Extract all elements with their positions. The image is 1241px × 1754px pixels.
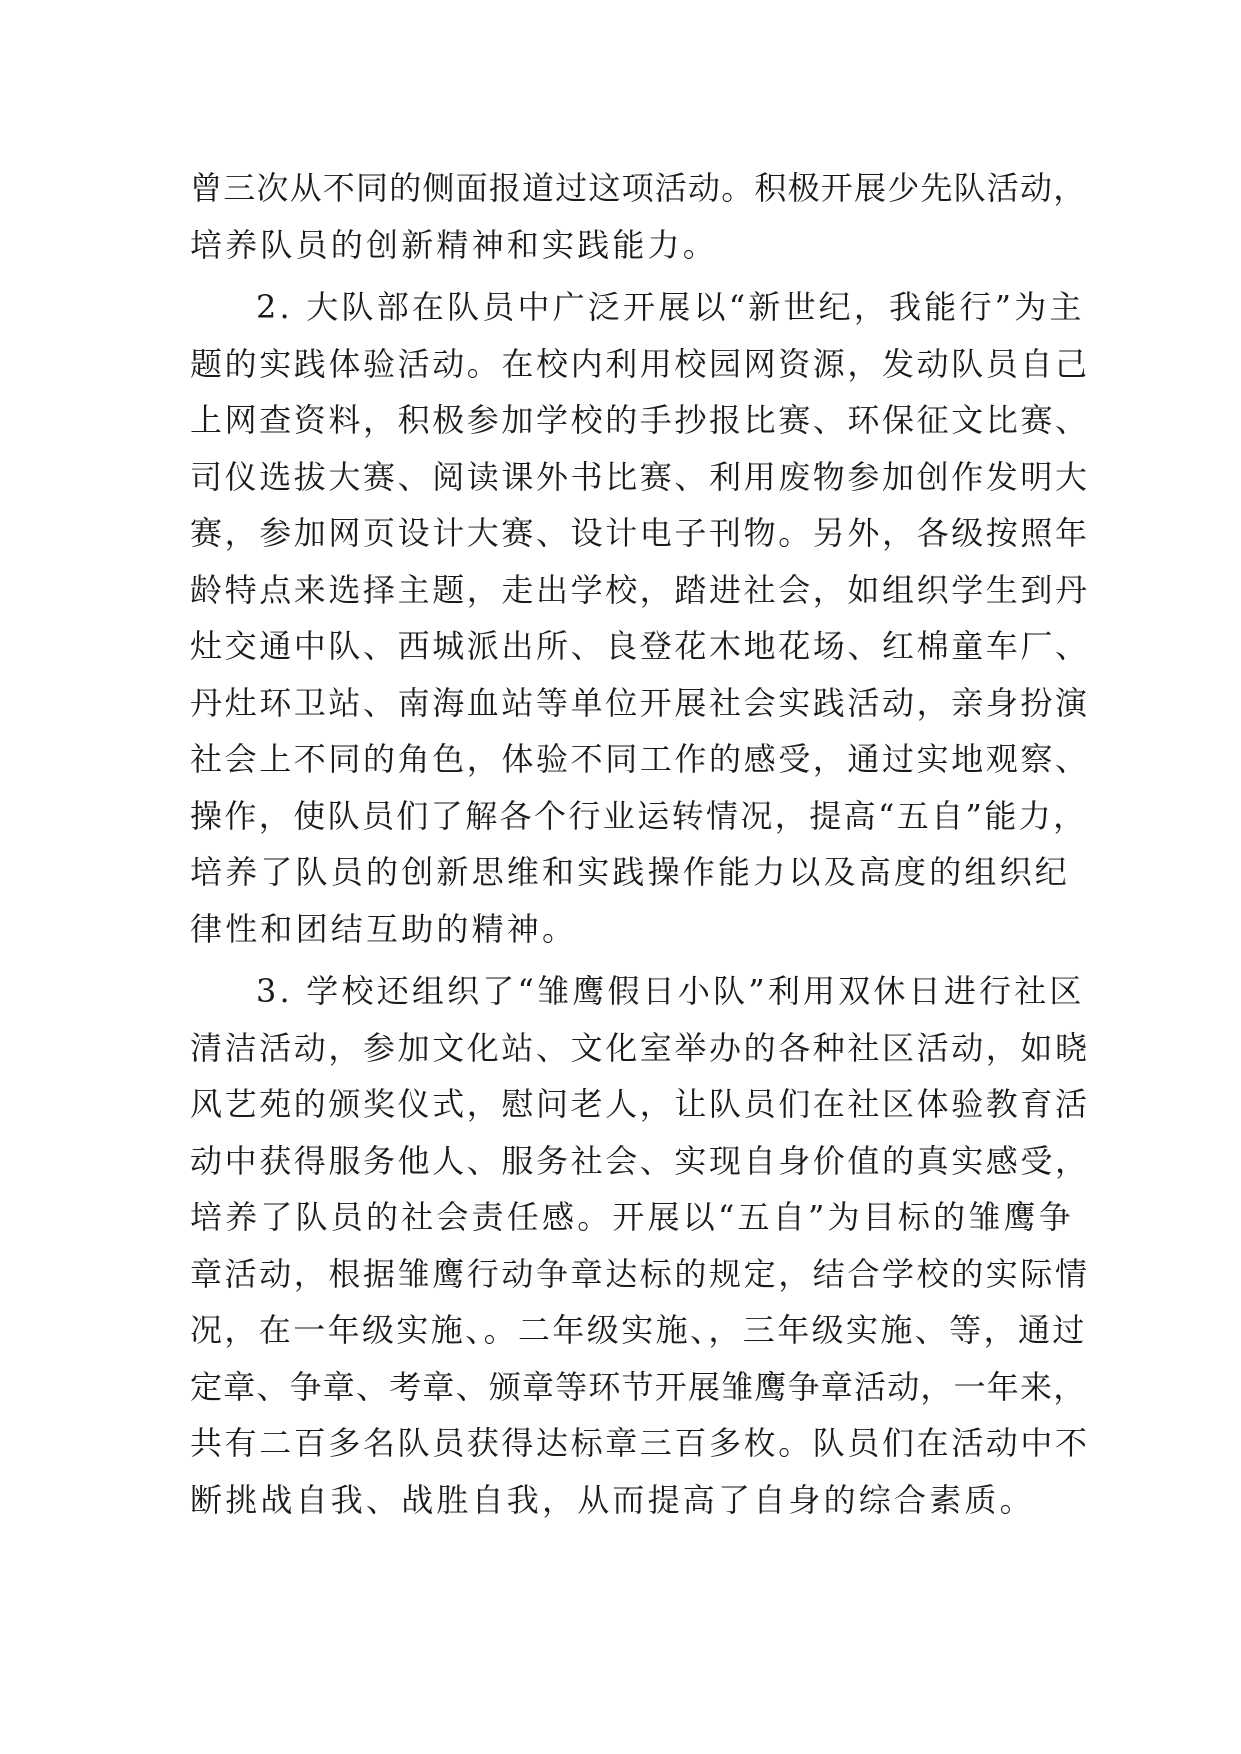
- text-line: 2. 大队部在队员中广泛开展以“新世纪，我能行”为主: [256, 288, 1085, 326]
- text-line: 培养了队员的创新思维和实践操作能力以及高度的组织纪: [190, 853, 1071, 891]
- text-line: 风艺苑的颁奖仪式，慰问老人，让队员们在社区体验教育活: [190, 1085, 1090, 1123]
- text-line: 司仪选拔大赛、阅读课外书比赛、利用废物参加创作发明大: [190, 457, 1090, 496]
- paragraph-2: [190, 279, 1090, 957]
- text-line: 培养了队员的社会责任感。开展以“五自”为目标的雏鹰争: [190, 1198, 1074, 1236]
- text-line: 操作，使队员们了解各个行业运转情况，提高“五自”能力，: [190, 796, 1088, 835]
- text-line: 律性和团结互助的精神。: [190, 909, 578, 948]
- text-line: 赛，参加网页设计大赛、设计电子刊物。另外，各级按照年: [190, 514, 1090, 552]
- text-line: 3. 学校还组织了“雏鹰假日小队”利用双休日进行社区: [256, 972, 1085, 1010]
- text-line: 断挑战自我、战胜自我，从而提高了自身的综合素质。: [190, 1480, 1035, 1519]
- text-line: 共有二百多名队员获得达标章三百多枚。队员们在活动中不: [190, 1424, 1090, 1462]
- text-line: 上网查资料，积极参加学校的手抄报比赛、环保征文比赛、: [190, 401, 1090, 439]
- text-line: 况，在一年级实施、。二年级实施、，三年级实施、等，通过: [190, 1311, 1087, 1349]
- text-line: 丹灶环卫站、南海血站等单位开展社会实践活动，亲身扮演: [190, 683, 1090, 722]
- text-line: 培养队员的创新精神和实践能力。: [190, 225, 719, 264]
- text-line: 动中获得服务他人、服务社会、实现自身价值的真实感受，: [190, 1141, 1090, 1180]
- text-line: 龄特点来选择主题，走出学校，踏进社会，如组织学生到丹: [190, 570, 1090, 609]
- paragraph-3: [190, 963, 1090, 1528]
- paragraph-continuation: [190, 160, 1090, 273]
- text-line: 题的实践体验活动。在校内利用校园网资源，发动队员自己: [190, 344, 1090, 383]
- body-text: [190, 160, 1090, 1528]
- text-line: 章活动，根据雏鹰行动争章达标的规定，结合学校的实际情: [190, 1254, 1090, 1293]
- text-line: 曾三次从不同的侧面报道过这项活动。积极开展少先队活动，: [190, 169, 1087, 207]
- text-line: 社会上不同的角色，体验不同工作的感受，通过实地观察、: [190, 740, 1090, 778]
- text-line: 清洁活动，参加文化站、文化室举办的各种社区活动，如晓: [190, 1028, 1090, 1067]
- text-line: 灶交通中队、西城派出所、良登花木地花场、红棉童车厂、: [190, 627, 1090, 665]
- text-line: 定章、争章、考章、颁章等环节开展雏鹰争章活动，一年来，: [190, 1367, 1087, 1406]
